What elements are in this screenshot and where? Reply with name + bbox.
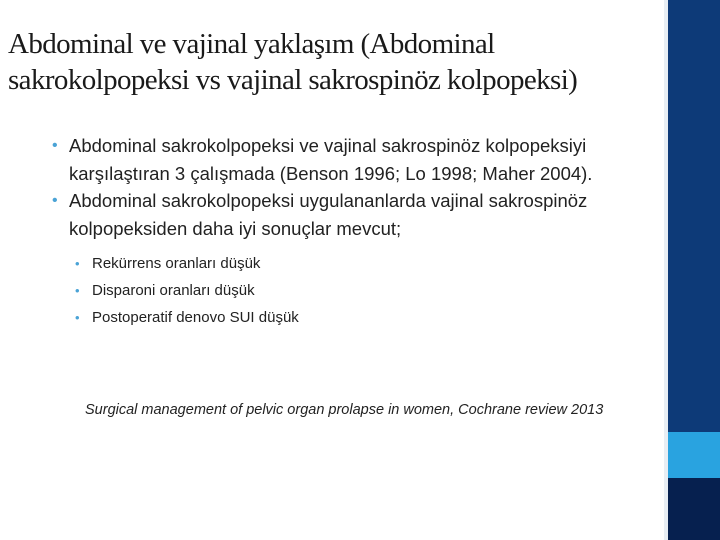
sub-bullet-text: Rekürrens oranları düşük: [92, 255, 261, 272]
sidebar-accent-block: [668, 432, 720, 478]
bullet-dot-icon: •: [75, 310, 80, 325]
bullet-dot-icon: •: [75, 256, 80, 271]
bullet-text: Abdominal sakrokolpopeksi ve vajinal sakrospinöz kolpopeksiyi karşılaştıran 3 çalışmada (Benson 1996; Lo 1998; Maher 2004).: [69, 135, 593, 184]
sub-bullet-item: [75, 277, 652, 304]
reference-citation: Surgical management of pelvic organ prolapse in women, Cochrane review 2013: [85, 402, 604, 418]
slide-title: Abdominal ve vajinal yaklaşım (Abdominal sakrokolpopeksi vs vajinal sakrospinöz kolpopeksi): [8, 28, 578, 96]
sub-bullet-list: [52, 250, 652, 331]
bullet-text: Abdominal sakrokolpopeksi uygulananlarda vajinal sakrospinöz kolpopeksiden daha iyi sonuçlar mevcut;: [69, 190, 588, 239]
slide-body: [52, 132, 652, 331]
bullet-dot-icon: •: [52, 192, 58, 209]
sub-bullet-item: [75, 250, 652, 277]
bullet-dot-icon: •: [75, 283, 80, 298]
sub-bullet-item: [75, 304, 652, 331]
sidebar-dark-block: [668, 478, 720, 540]
bullet-item: [52, 132, 652, 187]
bullet-item: [52, 187, 652, 242]
sub-bullet-text: Postoperatif denovo SUI düşük: [92, 309, 299, 326]
sub-bullet-text: Disparoni oranları düşük: [92, 282, 255, 299]
bullet-dot-icon: •: [52, 137, 58, 154]
